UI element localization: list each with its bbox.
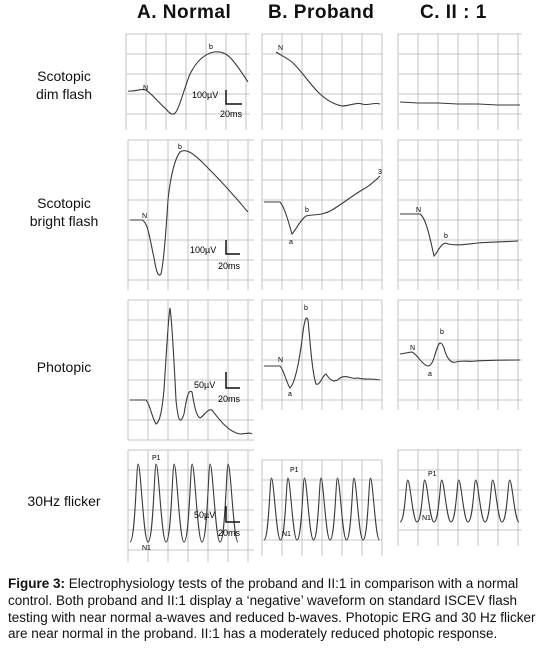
marker-b: b bbox=[178, 144, 182, 151]
scalebar-time: 20ms bbox=[218, 261, 241, 271]
marker-b: b bbox=[305, 207, 309, 214]
row-label-scotopic-bright bbox=[10, 194, 118, 230]
erg-panel-ii1-photopic bbox=[398, 300, 522, 410]
row-label-photopic bbox=[10, 358, 118, 376]
erg-grid-panel bbox=[126, 34, 250, 130]
erg-grid-panel bbox=[262, 460, 382, 556]
marker-b: b bbox=[440, 329, 444, 336]
erg-trace bbox=[276, 52, 380, 106]
erg-panel-normal-photopic bbox=[128, 300, 254, 440]
erg-panel-proband-scotopic-dim bbox=[262, 34, 382, 130]
figure-label: Figure 3: bbox=[8, 576, 66, 591]
caption-text: Electrophysiology tests of the proband and II:1 in comparison with a normal control. Both proband and II:1 display a ‘negative’ waveform on standard ISCEV flash testing with near normal a-waves and reduced b-waves. Photopic ERG and 30 Hz flicker are near normal in the proband. II:1 has a moderately reduced photopic response. bbox=[8, 576, 536, 642]
row-label-scotopic-dim bbox=[10, 67, 118, 103]
scalebar-amplitude: 100µV bbox=[192, 90, 219, 100]
grid-lines bbox=[398, 34, 522, 130]
scalebar-amplitude: 100µV bbox=[190, 245, 217, 255]
marker-a: a bbox=[289, 239, 293, 246]
marker-p1: P1 bbox=[290, 467, 299, 474]
row-label-line: bright flash bbox=[29, 213, 99, 229]
erg-grid-panel bbox=[262, 34, 382, 130]
erg-grid-panel bbox=[262, 300, 382, 410]
grid-lines bbox=[398, 450, 522, 546]
scalebar-time: 20ms bbox=[218, 394, 241, 404]
marker-n1: N1 bbox=[282, 531, 291, 538]
grid-lines bbox=[262, 300, 382, 410]
scalebar-time: 20ms bbox=[218, 528, 241, 538]
marker-a: a bbox=[428, 371, 432, 378]
erg-panel-normal-scotopic-bright bbox=[128, 140, 254, 290]
marker-n1: N1 bbox=[422, 515, 431, 522]
row-label-line: Scotopic bbox=[37, 195, 91, 211]
erg-panel-ii1-scotopic-dim bbox=[398, 34, 522, 130]
grid-lines bbox=[398, 140, 522, 290]
marker-n: N bbox=[278, 357, 284, 364]
marker-b: b bbox=[209, 44, 213, 51]
grid-lines bbox=[398, 300, 522, 410]
marker-n: N bbox=[278, 45, 284, 52]
marker-p1: P1 bbox=[428, 471, 437, 478]
erg-grid-panel bbox=[128, 140, 254, 290]
scalebar-amplitude: 50µV bbox=[194, 380, 216, 390]
row-label-line: Scotopic bbox=[37, 68, 91, 84]
row-label-line: dim flash bbox=[35, 86, 93, 102]
scalebar-amplitude: 50µV bbox=[194, 510, 216, 520]
row-label-line: Photopic bbox=[36, 359, 92, 375]
scalebar bbox=[226, 90, 242, 104]
marker-n: N bbox=[142, 213, 148, 220]
column-header-proband: B. Proband bbox=[268, 2, 375, 23]
marker-p1: P1 bbox=[152, 455, 161, 462]
erg-grid-panel bbox=[128, 300, 254, 440]
marker-b: b bbox=[304, 305, 308, 312]
erg-grid-panel bbox=[398, 34, 522, 130]
erg-grid-panel bbox=[398, 300, 522, 410]
figure-caption bbox=[8, 576, 538, 643]
erg-panel-ii1-flicker bbox=[398, 450, 522, 546]
row-label-flicker bbox=[10, 492, 118, 510]
erg-panel-proband-photopic bbox=[262, 300, 382, 410]
column-header-normal: A. Normal bbox=[137, 2, 232, 23]
erg-grid-panel bbox=[398, 140, 522, 290]
marker-3: 3 bbox=[378, 169, 382, 176]
erg-grid-panel bbox=[128, 450, 254, 562]
erg-grid-panel bbox=[262, 140, 382, 290]
marker-n: N bbox=[416, 207, 422, 214]
marker-b: b bbox=[444, 233, 448, 240]
marker-n1: N1 bbox=[142, 545, 151, 552]
scalebar-time: 20ms bbox=[220, 109, 243, 119]
erg-panel-proband-scotopic-bright bbox=[262, 140, 382, 290]
marker-a: a bbox=[288, 391, 292, 398]
erg-panel-ii1-scotopic-bright bbox=[398, 140, 522, 290]
erg-panel-proband-flicker bbox=[262, 460, 382, 556]
marker-n: N bbox=[143, 85, 149, 92]
erg-grid-panel bbox=[398, 450, 522, 546]
erg-panel-normal-scotopic-dim bbox=[126, 34, 250, 130]
erg-panel-normal-flicker bbox=[128, 450, 254, 562]
marker-n: N bbox=[410, 345, 416, 352]
row-label-line: 30Hz flicker bbox=[27, 493, 101, 509]
grid-lines bbox=[262, 140, 382, 290]
column-header-ii1: C. II : 1 bbox=[420, 2, 487, 23]
grid-lines bbox=[128, 300, 254, 440]
grid-lines bbox=[262, 460, 382, 556]
